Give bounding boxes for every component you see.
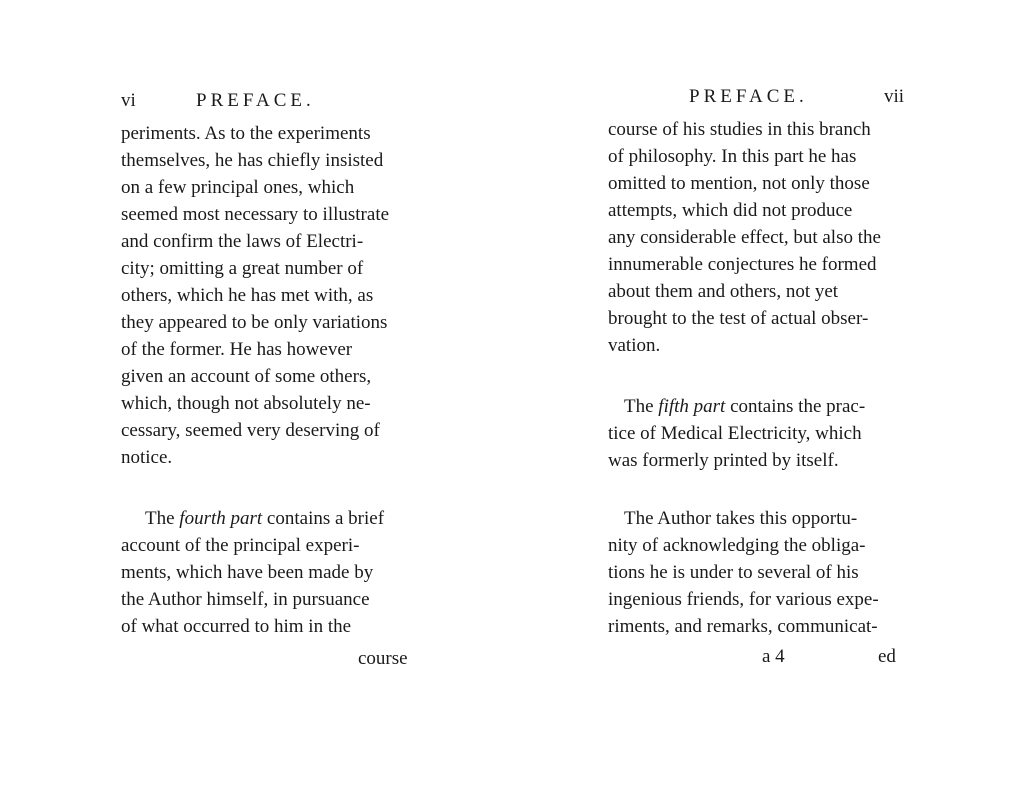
running-head: PREFACE. (689, 86, 808, 107)
text-span: contains the prac- (725, 396, 866, 417)
text-line: of philosophy. In this part he has (608, 146, 857, 167)
text-line: of what occurred to him in the (121, 616, 352, 637)
text-line: cessary, seemed very deserving of (121, 420, 380, 441)
signature-mark: a 4 (762, 646, 785, 667)
italic-term: fourth part (179, 508, 263, 529)
text-line: on a few principal ones, which (121, 177, 355, 198)
text-line: was formerly printed by itself. (608, 450, 839, 471)
text-line: attempts, which did not produce (608, 200, 853, 221)
text-line: and confirm the laws of Electri- (121, 231, 364, 252)
text-line: notice. (121, 447, 173, 468)
text-line: the Author himself, in pursuance (121, 589, 370, 610)
text-line: tice of Medical Electricity, which (608, 423, 862, 444)
text-line: ingenious friends, for various expe- (608, 589, 879, 610)
catchword: course (358, 648, 408, 669)
page-number: vii (884, 86, 905, 107)
page-number: vi (121, 90, 136, 111)
text-line (145, 505, 384, 532)
text-line: account of the principal experi- (121, 535, 360, 556)
text-span: contains a brief (262, 508, 385, 529)
text-line: given an account of some others, (121, 366, 372, 387)
text-line: omitted to mention, not only those (608, 173, 870, 194)
text-line: riments, and remarks, communicat- (608, 616, 878, 637)
text-span: The (145, 508, 180, 529)
text-line: brought to the test of actual obser- (608, 308, 869, 329)
text-line: nity of acknowledging the obliga- (608, 535, 866, 556)
text-line: course of his studies in this branch (608, 119, 871, 140)
text-line: any considerable effect, but also the (608, 227, 881, 248)
text-line: vation. (608, 335, 661, 356)
text-line: of the former. He has however (121, 339, 353, 360)
text-line: periments. As to the experiments (121, 123, 371, 144)
text-line: tions he is under to several of his (608, 562, 859, 583)
text-line: ments, which have been made by (121, 562, 374, 583)
italic-term: fifth part (658, 396, 726, 417)
catchword: ed (878, 646, 896, 667)
text-line: innumerable conjectures he formed (608, 254, 877, 275)
running-head: PREFACE. (196, 90, 315, 111)
text-line: seemed most necessary to illustrate (121, 204, 390, 225)
text-line: city; omitting a great number of (121, 258, 364, 279)
text-line: which, though not absolutely ne- (121, 393, 371, 414)
right-page (512, 0, 1024, 791)
text-line: The Author takes this opportu- (624, 508, 858, 529)
text-line: others, which he has met with, as (121, 285, 374, 306)
text-line: they appeared to be only variations (121, 312, 388, 333)
text-line: themselves, he has chiefly insisted (121, 150, 384, 171)
text-span: The (624, 396, 659, 417)
text-line (624, 393, 865, 420)
text-line: about them and others, not yet (608, 281, 839, 302)
